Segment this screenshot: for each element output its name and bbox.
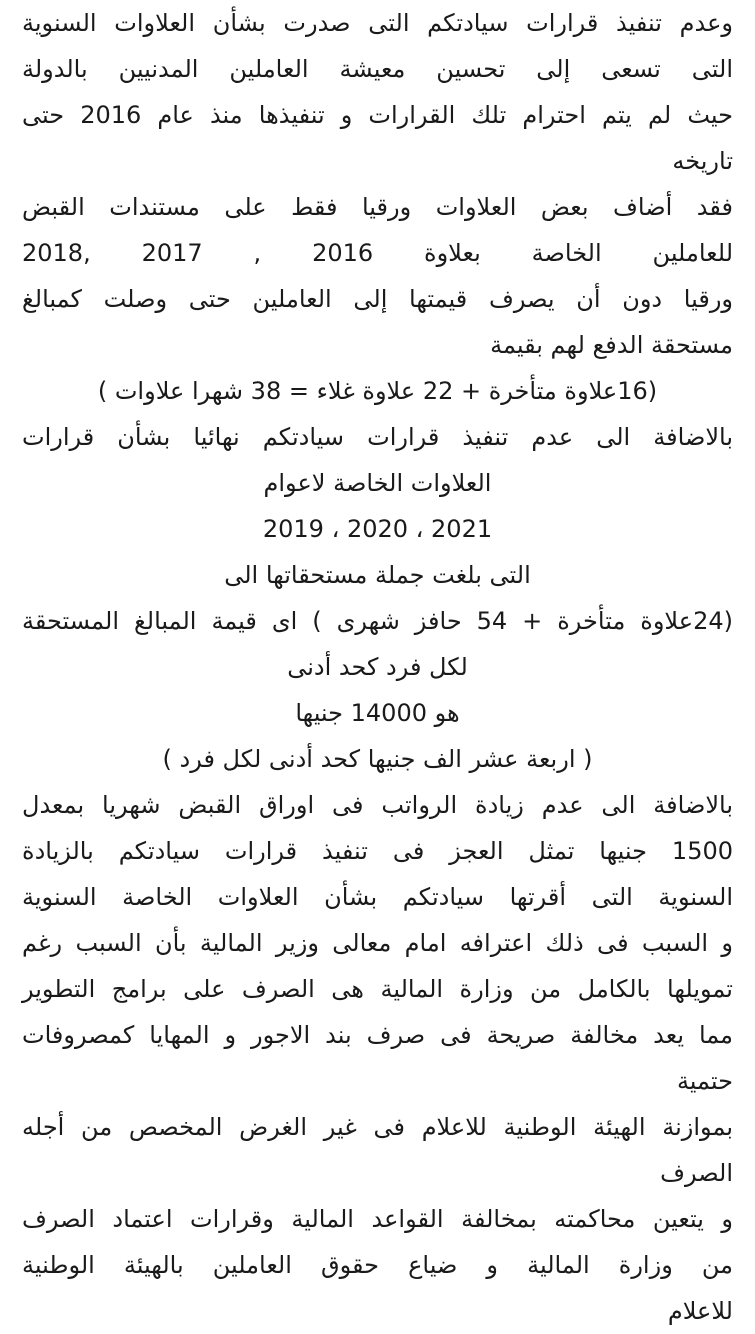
text-line-20: السنوية التى أقرتها سيادتكم بشأن العلاوات الخاصة السنوية xyxy=(22,883,733,911)
text-line-3: حيث لم يتم احترام تلك القرارات و تنفيذها منذ عام 2016 حتى xyxy=(22,101,733,129)
text-line-22: تمويلها بالكامل من وزارة المالية هى الصرف على برامج التطوير xyxy=(22,975,733,1003)
text-line-1: وعدم تنفيذ قرارات سيادتكم التى صدرت بشأن العلاوات السنوية xyxy=(22,9,733,37)
text-line-16: هو 14000 جنيها xyxy=(295,699,460,727)
text-line-26: الصرف xyxy=(660,1159,733,1187)
text-line-5: فقد أضاف بعض العلاوات ورقيا فقط على مستندات القبض xyxy=(22,193,733,221)
text-line-4: تاريخه xyxy=(672,147,733,175)
text-line-12: 2019 ، 2020 ، 2021 xyxy=(262,515,493,543)
text-line-21: و السبب فى ذلك اعترافه امام معالى وزير المالية بأن السبب رغم xyxy=(22,929,733,957)
text-line-14: (24علاوة متأخرة + 54 حافز شهرى ) اى قيمة المبالغ المستحقة xyxy=(22,607,733,635)
text-line-11: العلاوات الخاصة لاعوام xyxy=(263,469,492,497)
text-line-2: التى تسعى إلى تحسين معيشة العاملين المدنيين بالدولة xyxy=(22,55,733,83)
text-line-10: بالاضافة الى عدم تنفيذ قرارات سيادتكم نهائيا بشأن قرارات xyxy=(22,423,733,451)
text-line-24: حتمية xyxy=(676,1067,733,1095)
text-line-9: (16علاوة متأخرة + 22 علاوة غلاء = 38 شهرا علاوات ) xyxy=(97,377,658,405)
text-line-27: و يتعين محاكمته بمخالفة القواعد المالية وقرارات اعتماد الصرف xyxy=(22,1205,733,1233)
text-line-17: ( اربعة عشر الف جنيها كحد أدنى لكل فرد ) xyxy=(162,745,593,773)
text-line-23: مما يعد مخالفة صريحة فى صرف بند الاجور و المهايا كمصروفات xyxy=(22,1021,733,1049)
text-line-19: 1500 جنيها تمثل العجز فى تنفيذ قرارات سيادتكم بالزيادة xyxy=(22,837,733,865)
text-line-13: التى بلغت جملة مستحقاتها الى xyxy=(224,561,531,589)
text-line-6: للعاملين الخاصة بعلاوة 2016 , 2017 ,2018 xyxy=(22,239,734,267)
text-line-15: لكل فرد كحد أدنى xyxy=(287,653,468,681)
text-line-8: مستحقة الدفع لهم بقيمة xyxy=(490,331,733,359)
text-line-25: بموازنة الهيئة الوطنية للاعلام فى غير الغرض المخصص من أجله xyxy=(22,1113,733,1141)
text-line-29: للاعلام xyxy=(667,1297,733,1325)
text-line-18: بالاضافة الى عدم زيادة الرواتب فى اوراق القبض شهريا بمعدل xyxy=(22,791,733,819)
text-line-7: ورقيا دون أن يصرف قيمتها إلى العاملين حتى وصلت كمبالغ xyxy=(22,285,733,313)
text-line-28: من وزارة المالية و ضياع حقوق العاملين بالهيئة الوطنية xyxy=(22,1251,733,1279)
